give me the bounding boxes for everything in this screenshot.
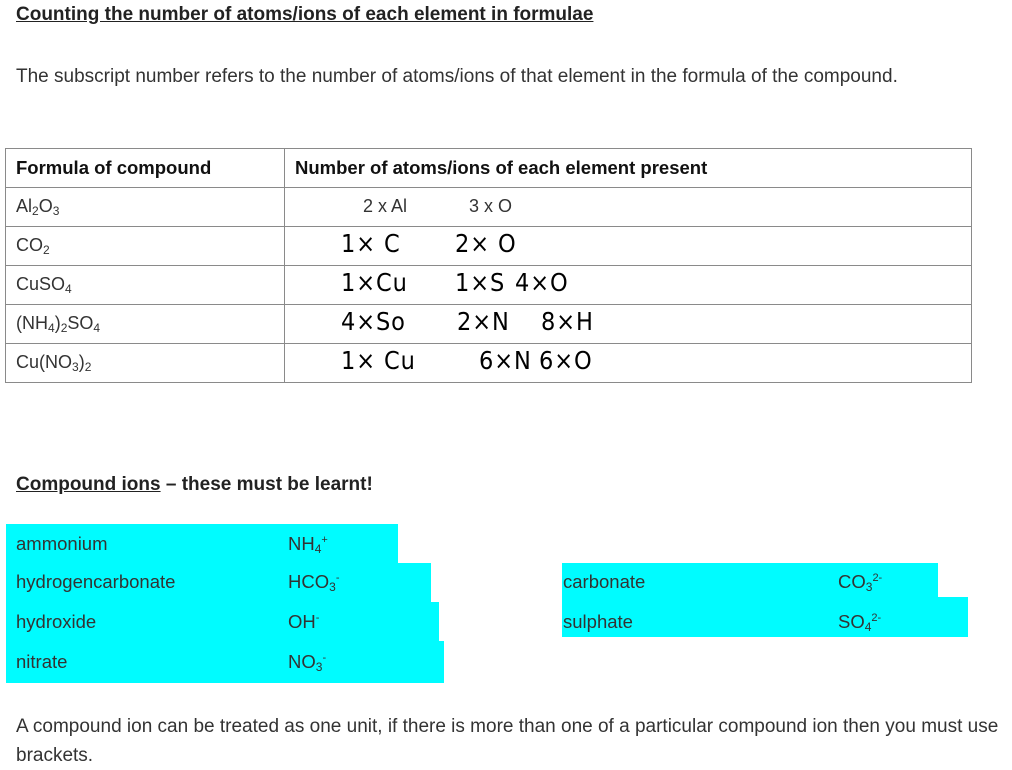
table-header-row bbox=[6, 149, 972, 188]
ion-formula: $HCO_3^-$ bbox=[288, 571, 340, 594]
ion-name: nitrate bbox=[16, 651, 68, 672]
typed-count: 2 x Al bbox=[363, 196, 408, 216]
ion-name: hydroxide bbox=[16, 611, 97, 632]
ion-name: hydrogencarbonate bbox=[16, 571, 176, 592]
atoms-cell bbox=[285, 344, 972, 383]
formula-cell: $Al_2O_3$ bbox=[6, 188, 285, 227]
highlight-stroke bbox=[6, 641, 444, 683]
compound-ions-heading-underlined: Compound ions bbox=[16, 474, 161, 495]
handwritten-count: 4×So bbox=[341, 307, 406, 336]
formula-cell: $Cu(NO_3)_2$ bbox=[6, 344, 285, 383]
formula-cell: $CO_2$ bbox=[6, 227, 285, 266]
formula-cell: CuSO$_4$ bbox=[6, 266, 285, 305]
table-row bbox=[6, 305, 972, 344]
ion-formula: $CO_3^{2-}$ bbox=[838, 571, 883, 594]
ion-name: carbonate bbox=[563, 571, 646, 592]
handwritten-count: 1×Cu bbox=[341, 268, 408, 297]
header-atoms: Number of atoms/ions of each element present bbox=[285, 149, 972, 188]
atoms-cell bbox=[285, 227, 972, 266]
atoms-cell bbox=[285, 266, 972, 305]
handwritten-count: 6×O bbox=[539, 346, 593, 375]
atoms-cell bbox=[285, 305, 972, 344]
outro-text: A compound ion can be treated as one unit, if there is more than one of a particular compound ion then you must use brackets. bbox=[16, 716, 999, 766]
header-formula: Formula of compound bbox=[6, 149, 285, 188]
ion-formula: $NH_4^+$ bbox=[288, 533, 328, 556]
table-row bbox=[6, 344, 972, 383]
handwritten-count: 1× Cu bbox=[341, 346, 416, 375]
handwritten-count: 2× O bbox=[455, 229, 517, 258]
ion-name: sulphate bbox=[563, 611, 633, 632]
ion-name: ammonium bbox=[16, 533, 108, 554]
ion-formula: OH- bbox=[288, 611, 320, 632]
handwritten-count: 8×H bbox=[541, 307, 594, 336]
intro-text: The subscript number refers to the number of atoms/ions of that element in the formula of the compound. bbox=[16, 66, 898, 87]
compound-ions-heading-rest: – these must be learnt! bbox=[160, 474, 373, 495]
handwritten-count: 1× C bbox=[341, 229, 401, 258]
handwritten-count: 6×N bbox=[479, 346, 532, 375]
atoms-table bbox=[5, 148, 972, 383]
handwritten-count: 1×S bbox=[455, 268, 506, 297]
page-title: Counting the number of atoms/ions of each element in formulae bbox=[16, 4, 594, 25]
handwritten-count: 4×O bbox=[515, 268, 569, 297]
ion-formula: $SO_4^{2-}$ bbox=[838, 611, 882, 634]
table-row bbox=[6, 266, 972, 305]
compound-ions-heading bbox=[16, 474, 373, 496]
ion-formula: $NO_3^-$ bbox=[288, 651, 327, 674]
formula-cell: $(NH_4)_2SO_4$ bbox=[6, 305, 285, 344]
handwritten-count: 2×N bbox=[457, 307, 510, 336]
table-row bbox=[6, 188, 972, 227]
table-row bbox=[6, 227, 972, 266]
atoms-cell bbox=[285, 188, 972, 227]
typed-count: 3 x O bbox=[469, 196, 513, 216]
